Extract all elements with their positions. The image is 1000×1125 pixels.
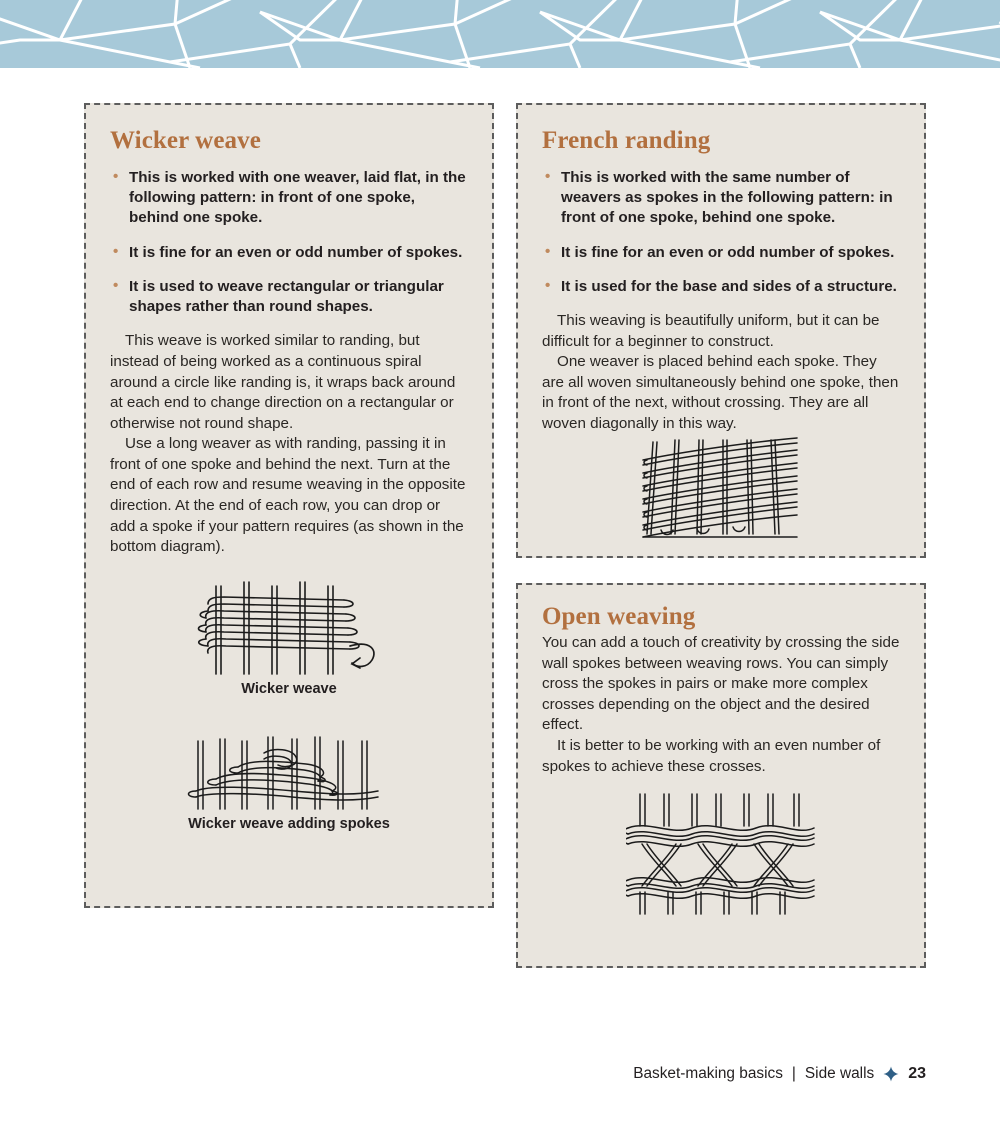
list-item: • This is worked with the same number of weavers as spokes in the following pattern: in front of one spoke, behind one spoke. [542, 168, 900, 229]
figure-caption: Wicker weave [241, 681, 337, 697]
panel-french-heading: French randing [542, 127, 711, 154]
page-footer [633, 1065, 926, 1083]
four-point-star-icon [883, 1066, 899, 1082]
french-bullet-list [542, 168, 900, 297]
list-item: • It is fine for an even or odd number of spokes. [542, 243, 900, 263]
french-paragraph-2: One weaver is placed behind each spoke. They are all woven simultaneously behind one spoke, then in front of the next, without crossing. They are all woven diagonally in this way. [542, 353, 899, 433]
open-paragraph-1: You can add a touch of creativity by crossing the side wall spokes between weaving rows. You can simply cross the spokes in pairs or make more complex crosses depending on the object and the desired effect. [542, 634, 900, 734]
list-item: • It is fine for an even or odd number of spokes. [110, 243, 468, 263]
french-paragraph-1: This weaving is beautifully uniform, but it can be difficult for a beginner to construct. [542, 312, 880, 350]
list-item: • It is used for the base and sides of a structure. [542, 277, 900, 297]
wicker-weave-adding-spokes-diagram [182, 733, 397, 811]
figure-caption: Wicker weave adding spokes [188, 816, 390, 832]
open-weaving-diagram [626, 788, 816, 916]
list-item: • It is used to weave rectangular or triangular shapes rather than round shapes. [110, 277, 468, 317]
open-paragraph-2: It is better to be working with an even number of spokes to achieve these crosses. [542, 736, 881, 775]
footer-section-label: Basket-making basics [633, 1065, 783, 1082]
header-pattern-band [0, 0, 1000, 68]
wicker-paragraph-1: This weave is worked similar to randing, but instead of being worked as a continuous spiral around a circle like randing is, it wraps back around at each end to change direction on a rectangular or otherwise not round shape. [110, 332, 456, 432]
list-item: • This is worked with one weaver, laid flat, in the following pattern: in front of one spoke, behind one spoke. [110, 168, 468, 229]
french-randing-diagram [641, 436, 801, 541]
page-number: 23 [908, 1065, 926, 1082]
panel-open-heading: Open weaving [542, 603, 696, 630]
wicker-weave-diagram [194, 578, 384, 676]
footer-separator: | [791, 1065, 796, 1082]
footer-subsection-label: Side walls [804, 1065, 875, 1082]
figure-wicker-weave [84, 578, 494, 699]
wicker-paragraph-2: Use a long weaver as with randing, passing it in front of one spoke and behind the next. Turn at the end of each row and resume weaving in the opposite direction. At the end of each row, you can drop or add a spoke if your pattern requires (as shown in the bottom diagram). [110, 435, 466, 556]
wicker-bullet-list [110, 168, 468, 317]
figure-french-randing [516, 436, 926, 546]
figure-wicker-weave-adding-spokes [84, 733, 494, 834]
panel-wicker-heading: Wicker weave [110, 127, 261, 154]
figure-open-weaving [516, 788, 926, 921]
